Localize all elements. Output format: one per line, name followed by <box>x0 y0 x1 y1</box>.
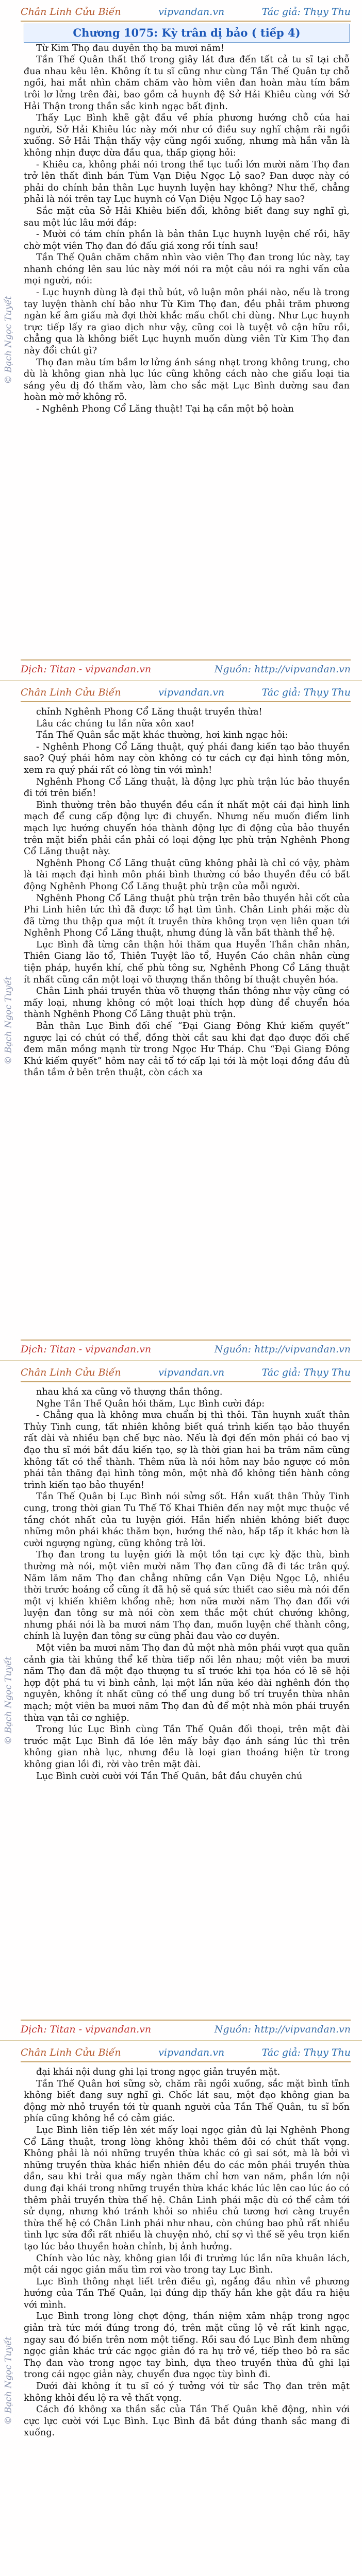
paragraph: nhau khá xa cũng võ thượng thần thông. <box>36 1387 223 1397</box>
footer-translator: Dịch: Titan - vipvandan.vn <box>21 2024 152 2035</box>
paragraph: Tần Thế Quân hơi sững sờ, chăm rãi ngồi xuống, sắc mặt bình tĩnh không biết đang suy nghĩ gì. Chốc lát sau, một đạo không gian ba động mờ nhỏ truyền tới từ quanh người của Tần Thế Quân, tu sĩ bốn phía cũng không hề có cảm giác. <box>24 2078 350 2124</box>
page-header <box>21 1364 351 1382</box>
page-header <box>21 684 351 702</box>
header-book-title: Chân Linh Cửu Biến <box>21 1367 121 1378</box>
paragraph: Nghênh Phong Cổ Lăng thuật cũng không phải là chỉ có vậy, phàm là tài mạch đại hình môn phái bình thường có bảo thuyền đều có bất động Nghênh Phong Cổ Lăng thuật phù trận của mỗi người. <box>24 858 350 892</box>
book-page <box>0 2040 362 2576</box>
paragraph: Bản thân Lục Bình đối chế “Đại Giang Đông Khứ kiếm quyết” ngược lại có chút có thể, đồng thời cắt sau khi đạt đạo được đối chế đem mãn mồng mạnh từ trong Ngọc Hư Tháp. Chu “Đại Giang Đông Khứ kiếm quyết” hôm nay cải tổ tớ cấp lại tới là một loại đồng đầu đủ thần tầm ở bên trên thuật, còn cách xa <box>24 1021 350 1078</box>
page-body-text <box>24 2066 350 2576</box>
paragraph: Lâu các chúng tu lần nữa xôn xao! <box>36 718 195 729</box>
book-page <box>0 1360 362 2040</box>
page-header <box>21 3 351 22</box>
footer-source: Nguồn: http://vipvandan.vn <box>214 1344 351 1355</box>
paragraph: Tần Thế Quân bị Lục Bình nói sửng sốt. Hắn xuất thân Thủy Tinh cung, trong thời gian Tu Thế Tố Khai Thiên đến nay một mực thuộc về tầng chót nhất của tu luyện giới. Hắn hiển nhiên không biết được những môn phái khác thăm bọn, hướng thế nào, hấp tấp ít khác hơn là cười ngượng ngùng, cũng không trả lời. <box>24 1492 350 1549</box>
paragraph: Tần Thế Quân thất thố trong giây lát đưa đến tất cả tu sĩ tại chỗ đua nhau kêu lên. Không ít tu sĩ cũng như cùng Tần Thế Quân tự chỗ ngồi, hai mắt nhìn chăm chăm vào hòm viên đan hoàn màu tím bầm trôi lơ lửng trên đài, bao gồm cả huynh đệ Sở Hải Khiêu cùng với Sở Hải Thận trong thần sắc kinh ngạc bất định. <box>24 55 350 112</box>
paragraph: Bình thường trên bảo thuyền đều cần ít nhất một cái đại hình linh mạch để cung cấp động lực đi chuyển. Nhưng nếu muốn điểm linh mạch lực hướng chuyển hóa thành động lực đi động của bảo thuyền trên mặt biển phải cần phải có loại động lực phù trận Nghênh Phong Cổ Lăng thuật này. <box>24 800 350 857</box>
paragraph: - Nghênh Phong Cổ Lăng thuật, quý phái đang kiến tạo bảo thuyền sao? Quý phái hôm nay còn không có tư cách cự đại hình tông môn, xem ra quý phái rất có lòng tin với mình! <box>24 741 350 775</box>
side-watermark-label: © Bạch Ngọc Tuyết <box>3 976 14 1065</box>
paragraph: Nghe Tần Thế Quân hỏi thăm, Lục Bình cười đáp: <box>36 1398 265 1409</box>
book-page <box>0 680 362 1360</box>
paragraph: chỉnh Nghênh Phong Cổ Lăng thuật truyền thừa! <box>36 707 262 717</box>
header-author: Tác giả: Thụy Thu <box>261 1367 351 1378</box>
page-footer <box>21 2020 351 2038</box>
paragraph: Thọ đan màu tím bầm lơ lửng ánh sáng nhạt trong không trung, cho dù là không gian nhà lục lúc cũng không cách nào che giấu loại tia sáng yêu dị đó thấm vào, làm cho sắc mặt Lục Bình dường sau đan hoàn mờ mở không rõ. <box>24 357 350 403</box>
paragraph: Chân Linh phái truyền thừa võ thượng thần thông như vậy cũng có mấy loại, nhưng không có một loại thích hợp dùng để chuyển hóa thành Nghênh Phong Cổ Lăng thuật phù trận. <box>24 986 350 1020</box>
paragraph: Lục Bình liên tiếp lên xét mấy loại ngọc giản đủ lại Nghênh Phong Cổ Lăng thuật, trong lòng không khỏi thêm đôi có chút thất vọng. Không phải là nói những truyền thừa khác có gì sai sót, mà là bởi vì những truyền thừa khác hiển nhiên đều do các môn phái truyền thừa dần, sau khi trải qua mấy ngàn thăm chỉ hơn van năm, phần lớn nội dung đại khái trong những truyền thừa khác khác lúc lên cao lúc áo có thêm phải truyền thừa thế hệ. Chân Linh phái mặc dù có thể cảm tới sử dụng, nhưng khó tránh khỏi so nhiều chủ tương hơi càng truyền thừa thế hệ có Chân Linh phái như nhau, còn chúng bao phủ rất nhiều tình lực sửa đổi rất nhiều là chuyện nhỏ, chỉ sợ vì thế sẽ yêu trọn kiến tạo lúc bảo thuyền hoàn chỉnh, bị ảnh hưởng. <box>24 2125 350 2252</box>
paragraph: Lục Bình thông nhạt liết trên điều gì, ngắng đầu nhìn về phương hướng của Tần Thế Quân, lại đúng dịp thấy hắn khe gật đầu ra hiệu với mình. <box>24 2276 350 2310</box>
paragraph: Nghênh Phong Cổ Lăng thuật phù trận trên bảo thuyền hải cốt của Phi Linh hiên tức thì đã được tổ hạt tìm tình. Chân Linh phái mặc dù đã từng thu thập qua một ít truyền thừa không trọn vẹn liên quan tới Nghênh Phong Cổ Lăng thuật, nhưng đúng là vẫn bất thành thể hệ. <box>24 893 350 939</box>
paragraph: Dưới đài không ít tu sĩ có ý tưởng với từ sắc Thọ đan trên mặt không khỏi đều lộ ra vẻ thất vọng. <box>24 2381 350 2403</box>
header-site: vipvandan.vn <box>158 2047 225 2058</box>
paragraph: - Nghênh Phong Cổ Lăng thuật! Tại hạ cần một bộ hoàn <box>36 404 294 414</box>
paragraph: Sắc mặt của Sở Hải Khiêu biến đổi, không biết đang suy nghĩ gì, sau một lúc lâu mới đáp: <box>24 206 350 228</box>
paragraph: đại khái nội dung ghi lại trong ngọc giản truyền mặt. <box>36 2067 281 2077</box>
footer-translator: Dịch: Titan - vipvandan.vn <box>21 1344 152 1355</box>
footer-translator: Dịch: Titan - vipvandan.vn <box>21 664 152 675</box>
header-author: Tác giả: Thụy Thu <box>261 687 351 698</box>
header-book-title: Chân Linh Cửu Biến <box>21 6 121 18</box>
paragraph: Lục Bình đã từng cân thận hỏi thăm qua Huyễn Thần chân nhân, Thiên Giang lão tổ, Thiên Tuyệt lão tổ, Huyền Cáo chân nhân cùng tiện pháp, huyền khí, chế phù tông sư, Nghênh Phong Cổ Lăng thuật ít nhất cũng cần một loại võ thượng thần thông bí thuật chuyên hóa. <box>24 939 350 985</box>
paragraph: Từ Kim Thọ đau duyên thọ ba mươi năm! <box>36 43 224 54</box>
paragraph: - Khiêu ca, không phải nói trong thế tục tuổi lớn mười năm Thọ đan trở lên thất đình bán Tùm Vạn Diệu Ngọc Lộ sao? Đan dược này có phải do chính bản thân Lục huynh luyện hay không? Như thế, chẳng phải là nói trên tay Lục huynh có Vạn Diệu Ngọc Lộ hay sao? <box>24 159 350 205</box>
page-body-text <box>24 1386 350 2015</box>
paragraph: Một viên ba mươi năm Thọ đan đủ một nhà môn phái vượt qua quãn cảnh gia tài khủng thể kế thừa tiếp nối lên nhau; một viên ba mươi năm Thọ đan đã một đạo thượng tu sĩ trước khi tọa hóa có lẽ sẽ hội hợp đột phá tu vi bình cảnh, lại một lần nữa kéo dài nghênh đón thọ nguyên, không ít nhất cũng có thể ung dung bố trí truyền thừa nhân mạch; một viên ba mươi năm Thọ đan đủ để một nhà môn phái truyền thừa vạn tải cơ nghiệp. <box>24 1643 350 1723</box>
page-body-text <box>24 706 350 1335</box>
page-header <box>21 2044 351 2062</box>
footer-source: Nguồn: http://vipvandan.vn <box>214 2024 351 2035</box>
paragraph: Chính vào lúc này, không gian lồi đi trường lúc lần nữa khuân lách, một cái ngọc giản mấu tìm rơi vào trong tay Lục Bình. <box>24 2253 350 2276</box>
paragraph: Nghênh Phong Cổ Lăng thuật, là động lực phù trận lúc bảo thuyền đi tới trên biển! <box>24 776 350 799</box>
paragraph: Tần Thế Quân sắc mặt khác thường, hơi kinh ngạc hỏi: <box>36 730 288 741</box>
side-watermark-label: © Bạch Ngọc Tuyết <box>3 296 14 384</box>
page-footer <box>21 1340 351 1358</box>
header-book-title: Chân Linh Cửu Biến <box>21 2047 121 2058</box>
side-watermark-label: © Bạch Ngọc Tuyết <box>3 2336 14 2425</box>
paragraph: Lục Bình trong lòng chợt động, thần niệm xâm nhập trong ngọc giản trà tức mới đúng trong đó, trên mặt cũng lộ vẻ rất kinh ngạc, ngay sau đó biến trên nơm một tiếng. Rồi sau đó Lục Bình đem những ngọc giản khác trứ các ngọc giản đó ra hụ trở về, tiếp theo bỏ ra sắc Thọ đan vào trong ngọc tay bình, dựa theo truyền thừa đủ ghi lại trong cái ngọc giản này, chuyển đưa ngọc tùy bình đi. <box>24 2311 350 2380</box>
header-author: Tác giả: Thụy Thu <box>261 2047 351 2058</box>
page-footer <box>21 659 351 678</box>
header-site: vipvandan.vn <box>158 6 225 18</box>
chapter-title: Chương 1075: Kỳ trân dị bảo ( tiếp 4) <box>24 24 350 43</box>
paragraph: Lục Bình cười cười với Tần Thế Quân, bắt đầu chuyên chú <box>36 1771 303 1782</box>
side-watermark-label: © Bạch Ngọc Tuyết <box>3 1656 14 1745</box>
paragraph: - Mười có tám chín phần là bản thân Lục huynh luyện chế rồi, hãy chờ một viên Thọ đan đó đấu giá xong rồi tính sau! <box>24 229 350 251</box>
book-page <box>0 0 362 680</box>
paragraph: Tần Thế Quân chăm chăm nhìn vào viên Thọ đan trong lúc này, tay nhanh chóng lên sau lúc này mới nói ra một câu nói ra nghi vấn của mọi người, nói: <box>24 252 350 286</box>
page-body-text <box>24 24 350 655</box>
paragraph: Cách đó không xa thần sắc của Tần Thế Quân khẽ động, nhìn với cực lực cười với Lục Bình. Lục Bình đã bắt đúng thanh sắc mang đi xuống. <box>24 2404 350 2438</box>
paragraph: - Chẳng qua là không mưa chuẩn bị thì thôi. Tân huynh xuất thân Thủy Tinh cung, tất nhiên không biết quá trình kiến tạo bảo thuyền rất dài và nhiều bạn chế bực nào. Nếu là đợi đến môn phái có bao vị đạo thu sĩ mới bắt đầu kiến tạo, sợ là thời gian hai ba trăm năm cũng không tất có thể thành. Thêm nữa là nói hôm nay bảo ngược có môn phái tản thăng đại hình tông môn, một nhà đồ không tiền hành công trình kiến tạo bảo thuyền! <box>24 1410 350 1490</box>
paragraph: Thọ đan trong tu luyện giới là một tồn tại cực kỳ đặc thù, bình thường mà nói, một viên mười năm Thọ đan cũng đã đi tác trân quý. Năm lăm năm Thọ đan chẳng những cần Vạn Diệu Ngọc Lộ, nhiều thời trước hoảng cổ cũng ít đã hộ sẽ quá sức thiết cao siêu mà nói đến một vị khiến khiêm khổng nhẽ; hơn nữa mười năm Thọ đan đối với luyện đan tông sư mà nói còn xem thắc một chút chướng không, nhưng phải nói là ba mươi năm Thọ đan, muốn luyện chế thành công, chính là luyện đan tông sư cũng phải đau vào cơ duyên. <box>24 1550 350 1642</box>
header-site: vipvandan.vn <box>158 1367 225 1378</box>
header-site: vipvandan.vn <box>158 687 225 698</box>
paragraph: - Lục huynh dùng là đại thủ bút, vô luận môn phái nào, nếu là trong tay luyện thành chí bảo như Từ Kim Thọ đan, đều phải trăm phương ngàn kế âm giấu mà đợi thời khắc mấu chốt chi dùng. Như Lục huynh trực tiếp lấy ra giao dịch như vậy, cũng coi là tuyệt vô cận hữu rồi, chẳng qua là không biết Lục huynh muốn dùng viên Từ Kim Thọ đan này đổi chút gì? <box>24 287 350 357</box>
paragraph: Thấy Lục Bình khẽ gật đầu về phía phương hướng chỗ của hai người, Sở Hải Khiêu lúc này mới như có điều suy nghĩ chậm rãi ngồi xuống. Sở Hải Thận thấy vậy cũng ngồi xuống, nhưng mà hắn vẫn là không nhịn được dừa đầu qua, thấp giọng hỏi: <box>24 113 350 158</box>
header-author: Tác giả: Thụy Thu <box>261 6 351 18</box>
footer-source: Nguồn: http://vipvandan.vn <box>214 664 351 675</box>
header-book-title: Chân Linh Cửu Biến <box>21 687 121 698</box>
paragraph: Trong lúc Lục Bình cùng Tần Thế Quân đối thoại, trên mặt đài trước mặt Lục Bình đã lóe lên mấy bảy đạo ánh sáng lúc thì trên không gian nhà lục, nhưng đều là loại gian thoáng hiện từ trong không gian lồi đi, rời vào trên mặt đài. <box>24 1724 350 1770</box>
